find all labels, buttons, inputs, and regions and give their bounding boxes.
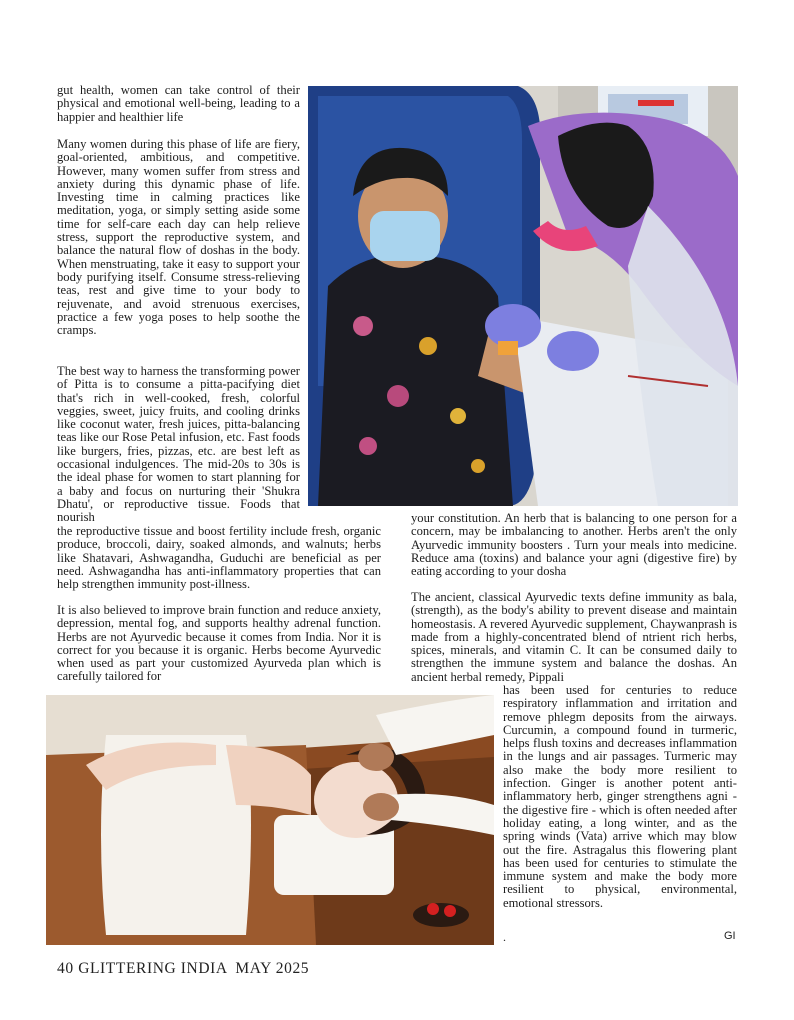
article-paragraph-6a: The ancient, classical Ayurvedic texts define immunity as bala, (strength), as the body's ability to prevent disease and maintain homeostasis. A revered Ayurvedic supplement, Chaywanprash is made from a highly-concentrated blend of ntrient rich herbs, spices, minerals, and vitamin C. It can be consumed daily to strengthen the immune system and balance the doshas. An ancient herbal remedy, Pippali — [411, 590, 737, 684]
article-paragraph-5: your constitution. An herb that is balancing to one person for a concern, may be imbalancing to another. Herbs aren't the only Ayurvedic immunity boosters . Turn your meals into medicine. Reduce ama (toxins) and balance your agni (digestive fire) by eating according to your dosha — [411, 511, 737, 579]
article-paragraph-4: It is also believed to improve brain function and reduce anxiety, depression, mental fog, and supports healthy adrenal function. Herbs are not Ayurvedic because it comes from India. Nor it is correct for you because it is organic. Herbs become Ayurvedic when used as part your customized Ayurveda plan which is carefully tailored for — [57, 603, 381, 684]
page-footer — [57, 960, 309, 978]
publication-name: GLITTERING INDIA — [78, 960, 227, 977]
issue-date: MAY 2025 — [235, 960, 310, 977]
signoff-mark: GI — [724, 930, 736, 942]
article-paragraph-3b: the reproductive tissue and boost fertility include fresh, organic produce, broccoli, dairy, soaked almonds, and walnuts; herbs like Shatavari, Ashwagandha, Guduchi are beneficial as per need. Ashwagandha has anti-inflammatory properties that can help strengthen immunity post-illness. — [57, 524, 381, 592]
photo-blood-draw — [308, 86, 738, 506]
page-number: 40 — [57, 960, 74, 977]
article-paragraph-3a: The best way to harness the transforming power of Pitta is to consume a pitta-pacifying diet that's rich in well-cooked, fresh, colorful veggies, sweet, juicy fruits, and cooling drinks like coconut water, fresh juices, pitta-balancing teas like our Rose Petal infusion, etc. Fast foods like burgers, fries, pizzas, etc. are best left as occasional indulgences. The mid-20s to 30s is the ideal phase for women to start planning for a baby and focus on nurturing their 'Shukra Dhatu', or reproductive tissue. Foods that nourish — [57, 364, 300, 525]
head-massage-illustration — [46, 695, 494, 945]
article-paragraph-1: gut health, women can take control of their physical and emotional well-being, leading to a happier and healthier life — [57, 83, 300, 124]
article-paragraph-6b: has been used for centuries to reduce respiratory inflammation and irritation and remove phlegm deposits from the airways. Curcumin, a compound found in turmeric, helps flush toxins and decreases inflammation in the lungs and air passages. Turmeric may also make the body more resilient to infection. Ginger is another potent anti-inflammatory herb, ginger strengthens agni - the digestive fire - which is often needed after holiday eating, a long winter, and as the spring winds (Vata) arrive which may blow out the fire. Astragalus this flowering plant has been used for centuries to stimulate the immune system and make the body more resilient to physical, environmental, emotional stressors. — [503, 683, 737, 910]
blood-draw-illustration — [308, 86, 738, 506]
end-dot: . — [503, 930, 506, 944]
article-paragraph-2: Many women during this phase of life are fiery, goal-oriented, ambitious, and competitive. However, many women suffer from stress and anxiety during this dynamic phase of life. Investing time in calming practices like meditation, yoga, or simply setting aside some time for self-care each day can help relieve stress, support the reproductive system, and balance the natural flow of doshas in the body. When menstruating, take it easy to support your body purifying itself. Consume stress-relieving teas, rest and give time to your body to rejuvenate, and avoid strenuous exercises, practice a few yoga poses to help soothe the cramps. — [57, 137, 300, 338]
photo-head-massage — [46, 695, 494, 945]
